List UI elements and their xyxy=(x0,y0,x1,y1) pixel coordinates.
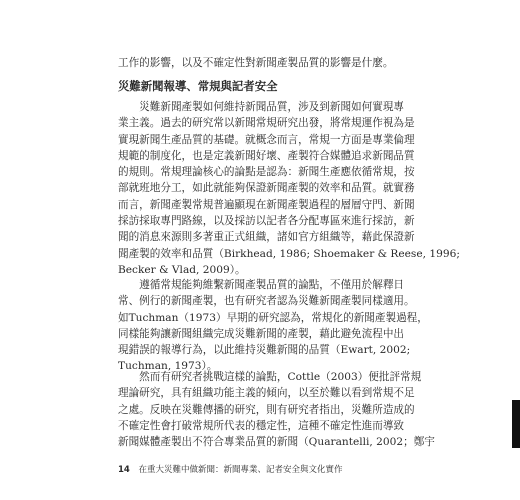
page-footer xyxy=(118,463,343,475)
running-title: 在重大災難中做新聞：新聞專業、記者安全與文化實作 xyxy=(138,465,343,475)
text-line: 災難新聞產製如何維持新聞品質，涉及到新聞如何實現專 xyxy=(118,101,405,113)
paragraph-3 xyxy=(118,369,435,450)
text-line: 同樣能夠讓新聞組織完成災難新聞的產製，藉此避免流程中出 xyxy=(118,327,405,340)
text-line: 規範的制度化，也是定義新聞好壞、產製符合媒體追求新聞品質 xyxy=(118,149,415,162)
text-line: Tuchman, 1973）。 xyxy=(118,360,218,373)
text-line: 理論研究，具有組織功能主義的傾向，以至於難以看到常規不足 xyxy=(118,387,415,400)
text-line: Becker & Vlad, 2009）。 xyxy=(118,263,246,276)
text-line: 然而有研究者挑戰這樣的論點，Cottle（2003）便批評常規 xyxy=(118,371,422,383)
text-line: 現錯誤的報導行為，以此維持災難新聞的品質（Ewart, 2002; xyxy=(118,344,411,357)
text-line: 聞的消息來源則多著重正式組織，諸如官方組織等，藉此保證新 xyxy=(118,231,415,244)
text-line: 不確定性會打破常規所代表的穩定性，這種不確定性進而導致 xyxy=(118,419,405,432)
text-line: 新聞媒體產製出不符合專業品質的新聞（Quarantelli, 2002；鄭宇 xyxy=(118,436,435,449)
text-line: 之處。反映在災難傳播的研究，則有研究者指出，災難所造成的 xyxy=(118,403,415,416)
text-line: 採訪採取專門路線，以及採訪以記者各分配專區來進行採訪，新 xyxy=(118,215,415,228)
top-text-line: 工作的影響，以及不確定性對新聞產製品質的影響是什麼。 xyxy=(118,57,394,69)
text-line: 部就班地分工，如此就能夠保證新聞產製的效率和品質。就實務 xyxy=(118,182,415,195)
section-heading: 災難新聞報導、常規與記者安全 xyxy=(118,79,278,93)
paragraph-2 xyxy=(118,277,428,375)
text-line: 的規則。常規理論核心的論點是認為：新聞生產應依循常規，按 xyxy=(118,166,415,179)
text-line: 遵循常規能夠維繫新聞產製品質的論點，不僅用於解釋日 xyxy=(118,279,405,291)
text-line: 業主義。過去的研究常以新聞常規研究出發，將常規運作視為是 xyxy=(118,117,415,130)
page-number: 14 xyxy=(118,465,130,475)
text-line: 而言，新聞產製常規普遍顯現在新聞產製過程的層層守門、新聞 xyxy=(118,198,415,211)
text-line: 聞產製的效率和品質（Birkhead, 1986; Shoemaker & Reese, 1996; xyxy=(118,247,460,260)
text-line: 實現新聞生產品質的基礎。就概念而言，常規一方面是專業倫理 xyxy=(118,133,415,146)
text-line: 常、例行的新聞產製，也有研究者認為災難新聞產製同樣適用。 xyxy=(118,295,415,308)
text-line: 如Tuchman（1973）早期的研究認為，常規化的新聞產製過程， xyxy=(118,311,428,324)
edge-thumb-tab xyxy=(512,400,520,448)
paragraph-1 xyxy=(118,99,460,278)
